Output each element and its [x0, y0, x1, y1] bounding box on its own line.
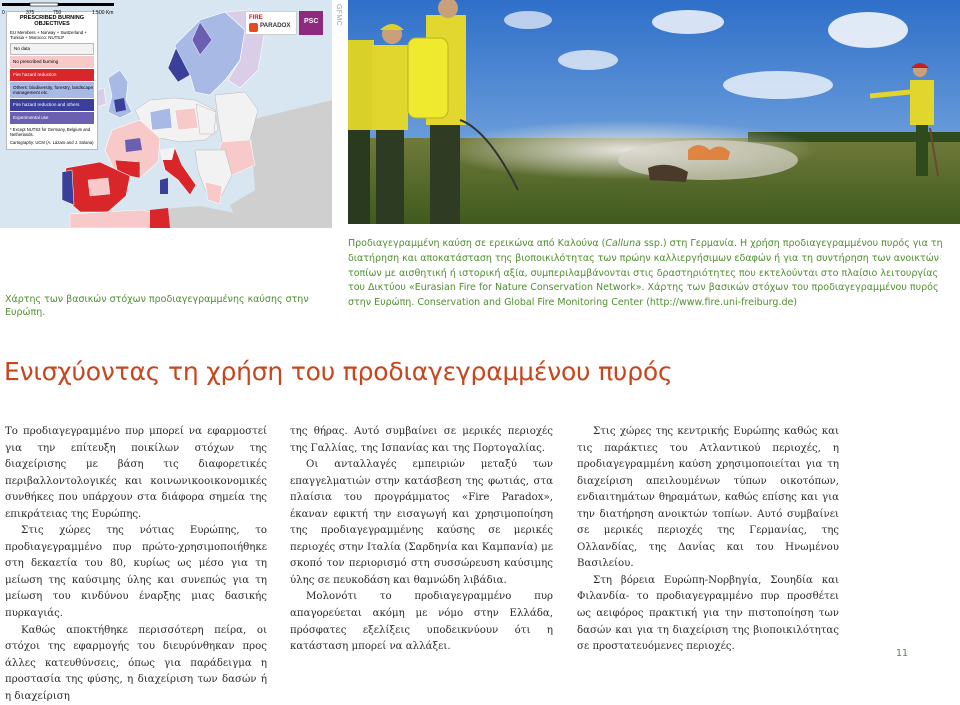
legend-footnote: * Except NUTS2 for Germany, Belgium and Netherlands. [10, 126, 91, 137]
page-number: 11 [896, 648, 909, 659]
legend-item-no-data: No data [10, 43, 94, 55]
photo-caption: Προδιαγεγραμμένη καύση σε ερεικώνα από Καλούνα (Calluna ssp.) στη Γερμανία. Η χρήση προδιαγεγραμμένου πυρός για τη διατήρηση και αποκατάσταση της βιοποικιλότητας των πρώην καλλιεργήσιμων εδαφών ή για τη συντήρηση των ανοικτών τοπίων με αισθητική ή ιστορική αξία, συμπεριλαμβάνονται στις δραστηριότητες που εκτελούνται στο πλαίσιο λειτουργίας του Δικτύου «Eurasian Fire for Nature Conservation Network». Χάρτης των βασικών στόχων του προδιαγεγραμμένου πυρός στην Ευρώπη. Conservation and Global Fire Monitoring Center (http://www.fire.uni-freiburg.de) [348, 238, 943, 309]
map-caption: Χάρτης των βασικών στόχων προδιαγεγραμμένης καύσης στην Ευρώπη. [5, 294, 309, 318]
paragraph: Στις χώρες της νότιας Ευρώπης, το προδιαγεγραμμένο πυρ πρώτο-χρησιμοποιήθηκε στη δεκαετία του 80, κυρίως ως μέσο για τη μείωση της καύσιμης ύλης και συνεπώς για τη μείωση του κινδύνου έναρξης μιας δασικής πυρκαγιάς. [5, 525, 267, 620]
paragraph: Καθώς αποκτήθηκε περισσότερη πείρα, οι στόχοι της εφαρμογής του διευρύνθηκαν προς άλλες κατευθύνσεις, όπως για παράδειγμα η προστασία της φύσης, η διαχείριση των δασών ή η διαχείριση [5, 624, 267, 702]
text-column-1 [5, 424, 267, 705]
legend-item-fire-hazard-and-others: Fire hazard reduction and others [10, 99, 94, 111]
paragraph: Στις χώρες της κεντρικής Ευρώπης καθώς και τις παράκτιες του Ατλαντικού περιοχές, η προδιαγεγραμμένη καύση χρησιμοποιείται για τη διαχείριση απειλουμένων τύπων οικοτόπων, ενδιαιτημάτων θηραμάτων, καθώς επίσης και για την διατήρηση ανοικτών τοπίων. Αυτό συμβαίνει σε μερικές περιοχές της Γερμανίας, της Ολλανδίας, της Δανίας και του Ηνωμένου Βασιλείου. [577, 426, 839, 570]
map-legend [6, 11, 98, 150]
paragraph: Οι ανταλλαγές εμπειριών μεταξύ των επαγγελματιών στην κατάσβεση της φωτιάς, στα πλαίσια του προγράμματος «Fire Paradox», έκαναν εφικτή την εισαγωγή και χρησιμοποίηση της προδιαγεγραμμένης καύσης σε μερικές περιοχές στην Ιταλία (Σαρδηνία και Καμπανία) με σκοπό τον περιορισμό στη συσσώρευση καύσιμης ύλης σε πευκοδάση και θαμνώδη λιβάδια. [290, 459, 553, 586]
text-column-2 [290, 424, 553, 656]
paragraph: της θήρας. Αυτό συμβαίνει σε μερικές περιοχές της Γαλλίας, της Ισπανίας και της Πορτογαλίας. [290, 426, 553, 454]
legend-subtitle: EU Members + Norway + Switzerland + Tunisia + Morocco: NUTS3* [10, 29, 87, 41]
prescribed-burning-photo [348, 0, 960, 224]
svg-text:750: 750 [53, 10, 62, 16]
paragraph: Το προδιαγεγραμμένο πυρ μπορεί να εφαρμοστεί για την επίτευξη ποικίλων στόχων της διαχείρισης με βάση τις διαφορετικές περιβαλλοντολογικές και κοινωνικοοικονομικές συνθήκες που υπάρχουν στα διάφορα σημεία της επικράτειας της Ευρώπης. [5, 426, 267, 520]
psc-logo: PSC [299, 11, 323, 35]
legend-item-experimental: Experimental use [10, 112, 94, 124]
legend-item-others: Others: biodiversity, forestry, landscape management etc. [10, 82, 94, 98]
section-heading: Ενισχύοντας τη χρήση του προδιαγεγραμμένου πυρός [4, 357, 673, 386]
svg-text:1.500 Km: 1.500 Km [92, 10, 114, 16]
fire-paradox-logo: FIRE PARADOX [245, 11, 297, 35]
legend-item-fire-hazard-reduction: Fire hazard reduction [10, 69, 94, 81]
svg-text:0: 0 [2, 10, 5, 16]
paragraph: Στη βόρεια Ευρώπη-Νορβηγία, Σουηδία και Φιλανδία- το προδιαγεγραμμένο πυρ προσθέτει ως αειφόρος πρακτική για την πιστοποίηση των δασών και για τη διαχείριση της βιοποικιλότητας σε προστατευόμενες περιοχές. [577, 574, 839, 653]
gfmc-credit: GFMC [335, 4, 342, 26]
legend-item-no-prescribed-burning: No prescribed burning [10, 56, 94, 68]
svg-text:375: 375 [26, 10, 35, 16]
text-column-3 [577, 424, 839, 656]
legend-cartography: Cartography: UCM (A. Lázaro and J. Solana) [10, 139, 94, 145]
europe-objectives-map [0, 0, 332, 228]
paragraph: Μολονότι το προδιαγεγραμμένο πυρ απαγορεύεται ακόμη με νόμο στην Ελλάδα, πρόσφατες εξελίξεις υποδεικνύουν ότι η κατάσταση μπορεί να αλλάξει. [290, 591, 553, 653]
map-scale-bar [0, 0, 118, 16]
photo-graphic [348, 0, 960, 224]
legend-title: PRESCRIBED BURNING OBJECTIVES [19, 15, 85, 28]
flame-icon [249, 23, 258, 32]
